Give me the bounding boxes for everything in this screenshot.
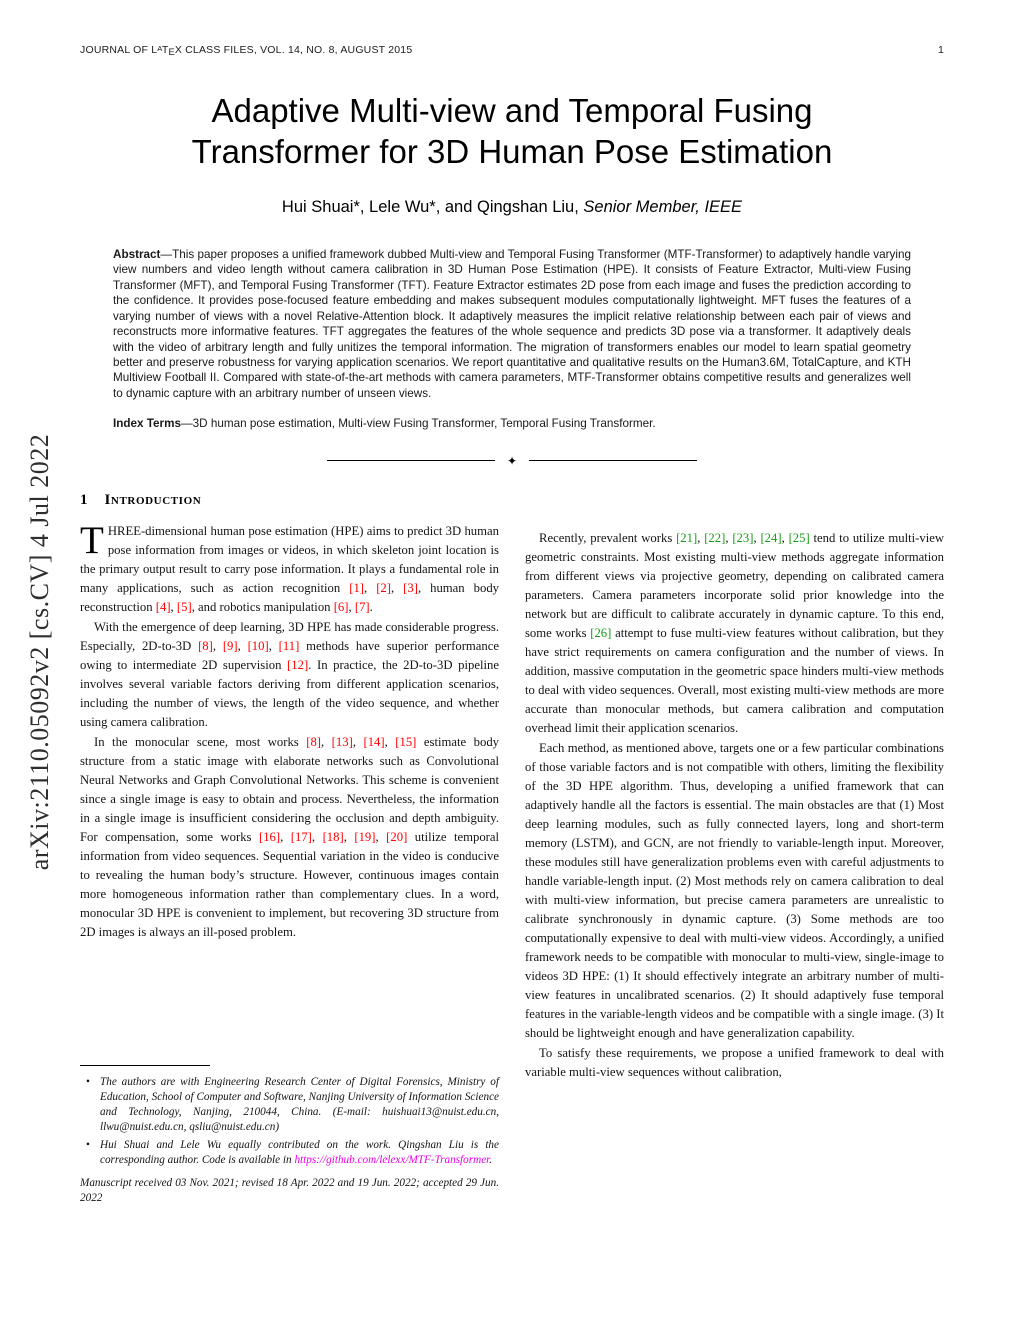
text-run: , human body reconstruction bbox=[80, 580, 500, 614]
body-paragraph-proposal bbox=[525, 1044, 944, 1082]
text-run: , bbox=[697, 530, 705, 545]
abstract-section bbox=[113, 247, 911, 401]
citation-link[interactable]: [11] bbox=[278, 638, 300, 653]
text-run: , bbox=[212, 638, 223, 653]
diamond-icon: ✦ bbox=[506, 453, 518, 468]
text-run: In the monocular scene, most works bbox=[94, 734, 307, 749]
citation-link[interactable]: [8] bbox=[198, 638, 213, 653]
citation-link[interactable]: [22] bbox=[704, 530, 726, 545]
right-column bbox=[525, 492, 944, 1206]
intro-paragraph-2 bbox=[80, 618, 499, 732]
left-column bbox=[80, 492, 499, 1206]
text-run: , bbox=[170, 599, 177, 614]
text-run: , bbox=[384, 734, 396, 749]
citation-link[interactable]: [18] bbox=[322, 829, 344, 844]
footnote-item-contribution bbox=[80, 1138, 499, 1168]
citation-link[interactable]: [24] bbox=[760, 530, 782, 545]
intro-paragraph-1 bbox=[80, 518, 500, 617]
author-names: Hui Shuai*, Lele Wu*, and Qingshan Liu, bbox=[281, 197, 584, 216]
citation-link[interactable]: [4] bbox=[155, 599, 171, 614]
citation-link[interactable]: [26] bbox=[590, 625, 612, 640]
text-run: , bbox=[321, 734, 332, 749]
citation-link[interactable]: [14] bbox=[363, 734, 385, 749]
running-header bbox=[80, 44, 944, 57]
text-run: attempt to fuse multi-view features without calibration, but they have strict requirements on camera configuration and the number of views. In addition, massive computation in the geometric space hinders multi-view methods to deal with video sequences. Overall, most existing multi-view methods are more accurate than monocular methods, but camera calibration and computation overhead limit their application scenarios. bbox=[525, 625, 944, 735]
citation-link[interactable]: [1] bbox=[349, 580, 365, 595]
citation-link[interactable]: [10] bbox=[247, 638, 269, 653]
text-run: Recently, prevalent works bbox=[539, 530, 677, 545]
citation-link[interactable]: [6] bbox=[333, 599, 349, 614]
intro-paragraph-1-text bbox=[80, 518, 500, 614]
section-title: Introduction bbox=[104, 491, 202, 508]
text-run: , bbox=[237, 638, 248, 653]
citation-link[interactable]: [19] bbox=[354, 829, 376, 844]
footnote-block bbox=[80, 1051, 499, 1206]
latex-logo-a: A bbox=[157, 44, 162, 53]
citation-link[interactable]: [13] bbox=[331, 734, 353, 749]
text-run: With the emergence of deep learning, 3D HPE has made considerable progress. Especially, 2D-to-3D bbox=[80, 619, 499, 653]
text-run: tend to utilize multi-view geometric constraints. Most existing multi-view methods aggregate information from different views via projective geometry, depending on calibrated camera parameters. Camera parameters incorporate solid prior knowledge into the network but are difficult to calibrate accurately in dynamic capture. To this end, some works bbox=[525, 530, 945, 640]
page-number: 1 bbox=[937, 44, 944, 57]
citation-link[interactable]: [23] bbox=[732, 530, 754, 545]
text-run: , bbox=[390, 580, 404, 595]
text-run: . bbox=[369, 599, 373, 614]
text-run: To satisfy these requirements, we propose a unified framework to deal with variable multi-view sequences without calibration, bbox=[525, 1045, 944, 1079]
abstract-label: Abstract bbox=[113, 247, 161, 261]
text-run: , bbox=[268, 638, 279, 653]
journal-name: JOURNAL OF $L^ATEX$ CLASS FILES, VOL. 14, NO. 8, AUGUST 2015 bbox=[80, 44, 413, 57]
text-run: , bbox=[311, 829, 323, 844]
citation-link[interactable]: [8] bbox=[306, 734, 322, 749]
body-paragraph-obstacles bbox=[525, 739, 944, 1043]
section-heading-introduction bbox=[80, 492, 499, 509]
text-run: , bbox=[343, 829, 355, 844]
text-run: estimate body structure from a static image with elaborate networks such as Convolutional Neural Networks and Graph Convolutional Networks. This scheme is convenient since a single image is easy to obtain and process. Nevertheless, the information in a single image is insufficient considering the occlusion and depth ambiguity. For compensation, some works bbox=[80, 734, 500, 844]
text-run: , and robotics manipulation bbox=[191, 599, 334, 614]
citation-link[interactable]: [21] bbox=[676, 530, 698, 545]
text-run: Each method, as mentioned above, targets one or a few particular combinations of those variable factors and is not compatible with others, limiting the flexibility of the 3D HPE algorithm. Thus, developing a unified framework that can adaptively handle all the factors is essential. The main obstacles are that (1) Most deep learning modules, such as fully connected layers, long and short-term memory (LSTM), and GCN, are not friendly to variable-length input. Moreover, these modules still have generalization problems even with careful adjustments to handle variable-length input. (2) Most methods rely on camera calibration to deal with multi-view information, but precise camera parameters are unrealistic to calibrate synchronously in dynamic capture. (3) Some methods are too computationally expensive to deal with multi-view videos. Accordingly, a unified framework needs to be compatible with monocular to multi-view, single-image to videos 3D HPE: (1) It should effectively integrate an arbitrary number of multi-view features in uncalibrated scenarios. (2) It should adaptively fuse temporal features in the variable-length videos and be compatible with a single image. (3) It should be lightweight enough and have generalization capability. bbox=[525, 740, 944, 1040]
citation-link[interactable]: [3] bbox=[403, 580, 418, 595]
section-separator bbox=[80, 455, 944, 467]
separator-line-right bbox=[529, 460, 697, 461]
latex-logo-e: E bbox=[168, 46, 175, 57]
index-terms-label: Index Terms bbox=[113, 417, 181, 431]
text-run: , bbox=[364, 580, 377, 595]
index-terms-section bbox=[113, 416, 911, 431]
url-link[interactable]: https://github.com/lelexx/MTF-Transformer bbox=[294, 1153, 490, 1166]
paper-title bbox=[80, 90, 944, 173]
paper-title-line2: Transformer for 3D Human Pose Estimation bbox=[191, 133, 833, 171]
text-run: . bbox=[489, 1153, 493, 1166]
text-run: , bbox=[781, 530, 789, 545]
paper-title-line1: Adaptive Multi-view and Temporal Fusing bbox=[211, 91, 813, 129]
manuscript-note: Manuscript received 03 Nov. 2021; revised 18 Apr. 2022 and 19 Jun. 2022; accepted 29 Jun. 2022 bbox=[80, 1176, 499, 1204]
text-run: , bbox=[352, 734, 364, 749]
text-run: . In practice, the 2D-to-3D pipeline involves several variable factors deriving from different application scenarios, including the number of views, the length of the video sequence, and whether using camera calibration. bbox=[80, 657, 499, 729]
text-run: The authors are with Engineering Research Center of Digital Forensics, Ministry of Education, School of Computer and Software, Nanjing University of Information Science and Technology, Nanjing, 210044, China. (E-mail: huishuai13@nuist.edu.cn, llwu@nuist.edu.cn, qsliu@nuist.edu.cn) bbox=[100, 1075, 499, 1133]
separator-line-left bbox=[327, 460, 495, 461]
abstract-text: —This paper proposes a unified framework dubbed Multi-view and Temporal Fusing Transformer (MTF-Transformer) to adaptively handle varying view numbers and video length without camera calibration in 3D Human Pose Estimation (HPE). It consists of Feature Extractor, Multi-view Fusing Transformer (MFT), and Temporal Fusing Transformer (TFT). Feature Extractor estimates 2D pose from each image and fuses the prediction according to the confidence. It provides pose-focused feature embedding and makes subsequent modules computationally lightweight. MFT fuses the features of a varying number of views with a novel Relative-Attention block. It adaptively measures the implicit relative relationship between each pair of views and reconstructs more informative features. TFT aggregates the features of the whole sequence and predicts 3D pose via a transformer. It adaptively deals with the video of arbitrary length and fully unitizes the temporal information. The migration of transformers enables our model to learn spatial geometry better and preserve robustness for varying application scenarios. We report quantitative and qualitative results on the Human3.6M, TotalCapture, and KTH Multiview Football II. Compared with state-of-the-art methods with camera parameters, MTF-Transformer obtains competitive results and generalizes well to dynamic capture with an arbitrary number of unseen views. bbox=[113, 247, 911, 400]
footnote-item-affiliation bbox=[80, 1075, 499, 1135]
text-run: , bbox=[348, 599, 355, 614]
text-run: utilize temporal information from video sequences. Sequential variation in the video is conducive to revealing the human body’s structure. However, continuous images contain more homogeneous information rather than complementary clues. In a word, monocular 3D HPE is convenient to implement, but recovering 3D structure from 2D images is always an ill-posed problem. bbox=[80, 829, 500, 939]
intro-paragraph-3 bbox=[80, 733, 499, 942]
arxiv-watermark: arXiv:2110.05092v2 [cs.CV] 4 Jul 2022 bbox=[25, 433, 54, 871]
citation-link[interactable]: [7] bbox=[354, 599, 370, 614]
citation-link[interactable]: [12] bbox=[287, 657, 309, 672]
dropcap-letter: T bbox=[80, 518, 104, 562]
text-run: Hui Shuai and Lele Wu equally contributed on the work. Qingshan Liu is the corresponding author. Code is available in bbox=[100, 1138, 499, 1166]
body-paragraph-multiview bbox=[525, 529, 944, 738]
citation-link[interactable]: [5] bbox=[176, 599, 192, 614]
citation-link[interactable]: [15] bbox=[395, 734, 417, 749]
citation-link[interactable]: [20] bbox=[386, 829, 408, 844]
index-terms-text: —3D human pose estimation, Multi-view Fusing Transformer, Temporal Fusing Transformer. bbox=[180, 417, 656, 431]
citation-link[interactable]: [16] bbox=[258, 829, 281, 844]
citation-link[interactable]: [9] bbox=[222, 638, 238, 653]
citation-link[interactable]: [2] bbox=[376, 580, 391, 595]
text-run: , bbox=[375, 829, 387, 844]
author-membership: Senior Member, IEEE bbox=[583, 197, 743, 216]
citation-link[interactable]: [25] bbox=[788, 530, 810, 545]
footnote-rule bbox=[80, 1065, 210, 1066]
text-run: methods have superior performance owing to intermediate 2D supervision bbox=[80, 638, 500, 672]
text-run: , bbox=[753, 530, 761, 545]
section-number: 1 bbox=[80, 491, 88, 508]
text-run: HREE-dimensional human pose estimation (HPE) aims to predict 3D human pose information from images or videos, in which skeleton joint location is the primary output result to carry pose information. It plays a fundamental role in many applications, such as action recognition bbox=[80, 523, 499, 595]
text-run: , bbox=[725, 530, 733, 545]
citation-link[interactable]: [17] bbox=[290, 829, 312, 844]
two-column-body bbox=[80, 492, 944, 1206]
text-run: , bbox=[280, 829, 291, 844]
authors-line bbox=[80, 198, 944, 217]
